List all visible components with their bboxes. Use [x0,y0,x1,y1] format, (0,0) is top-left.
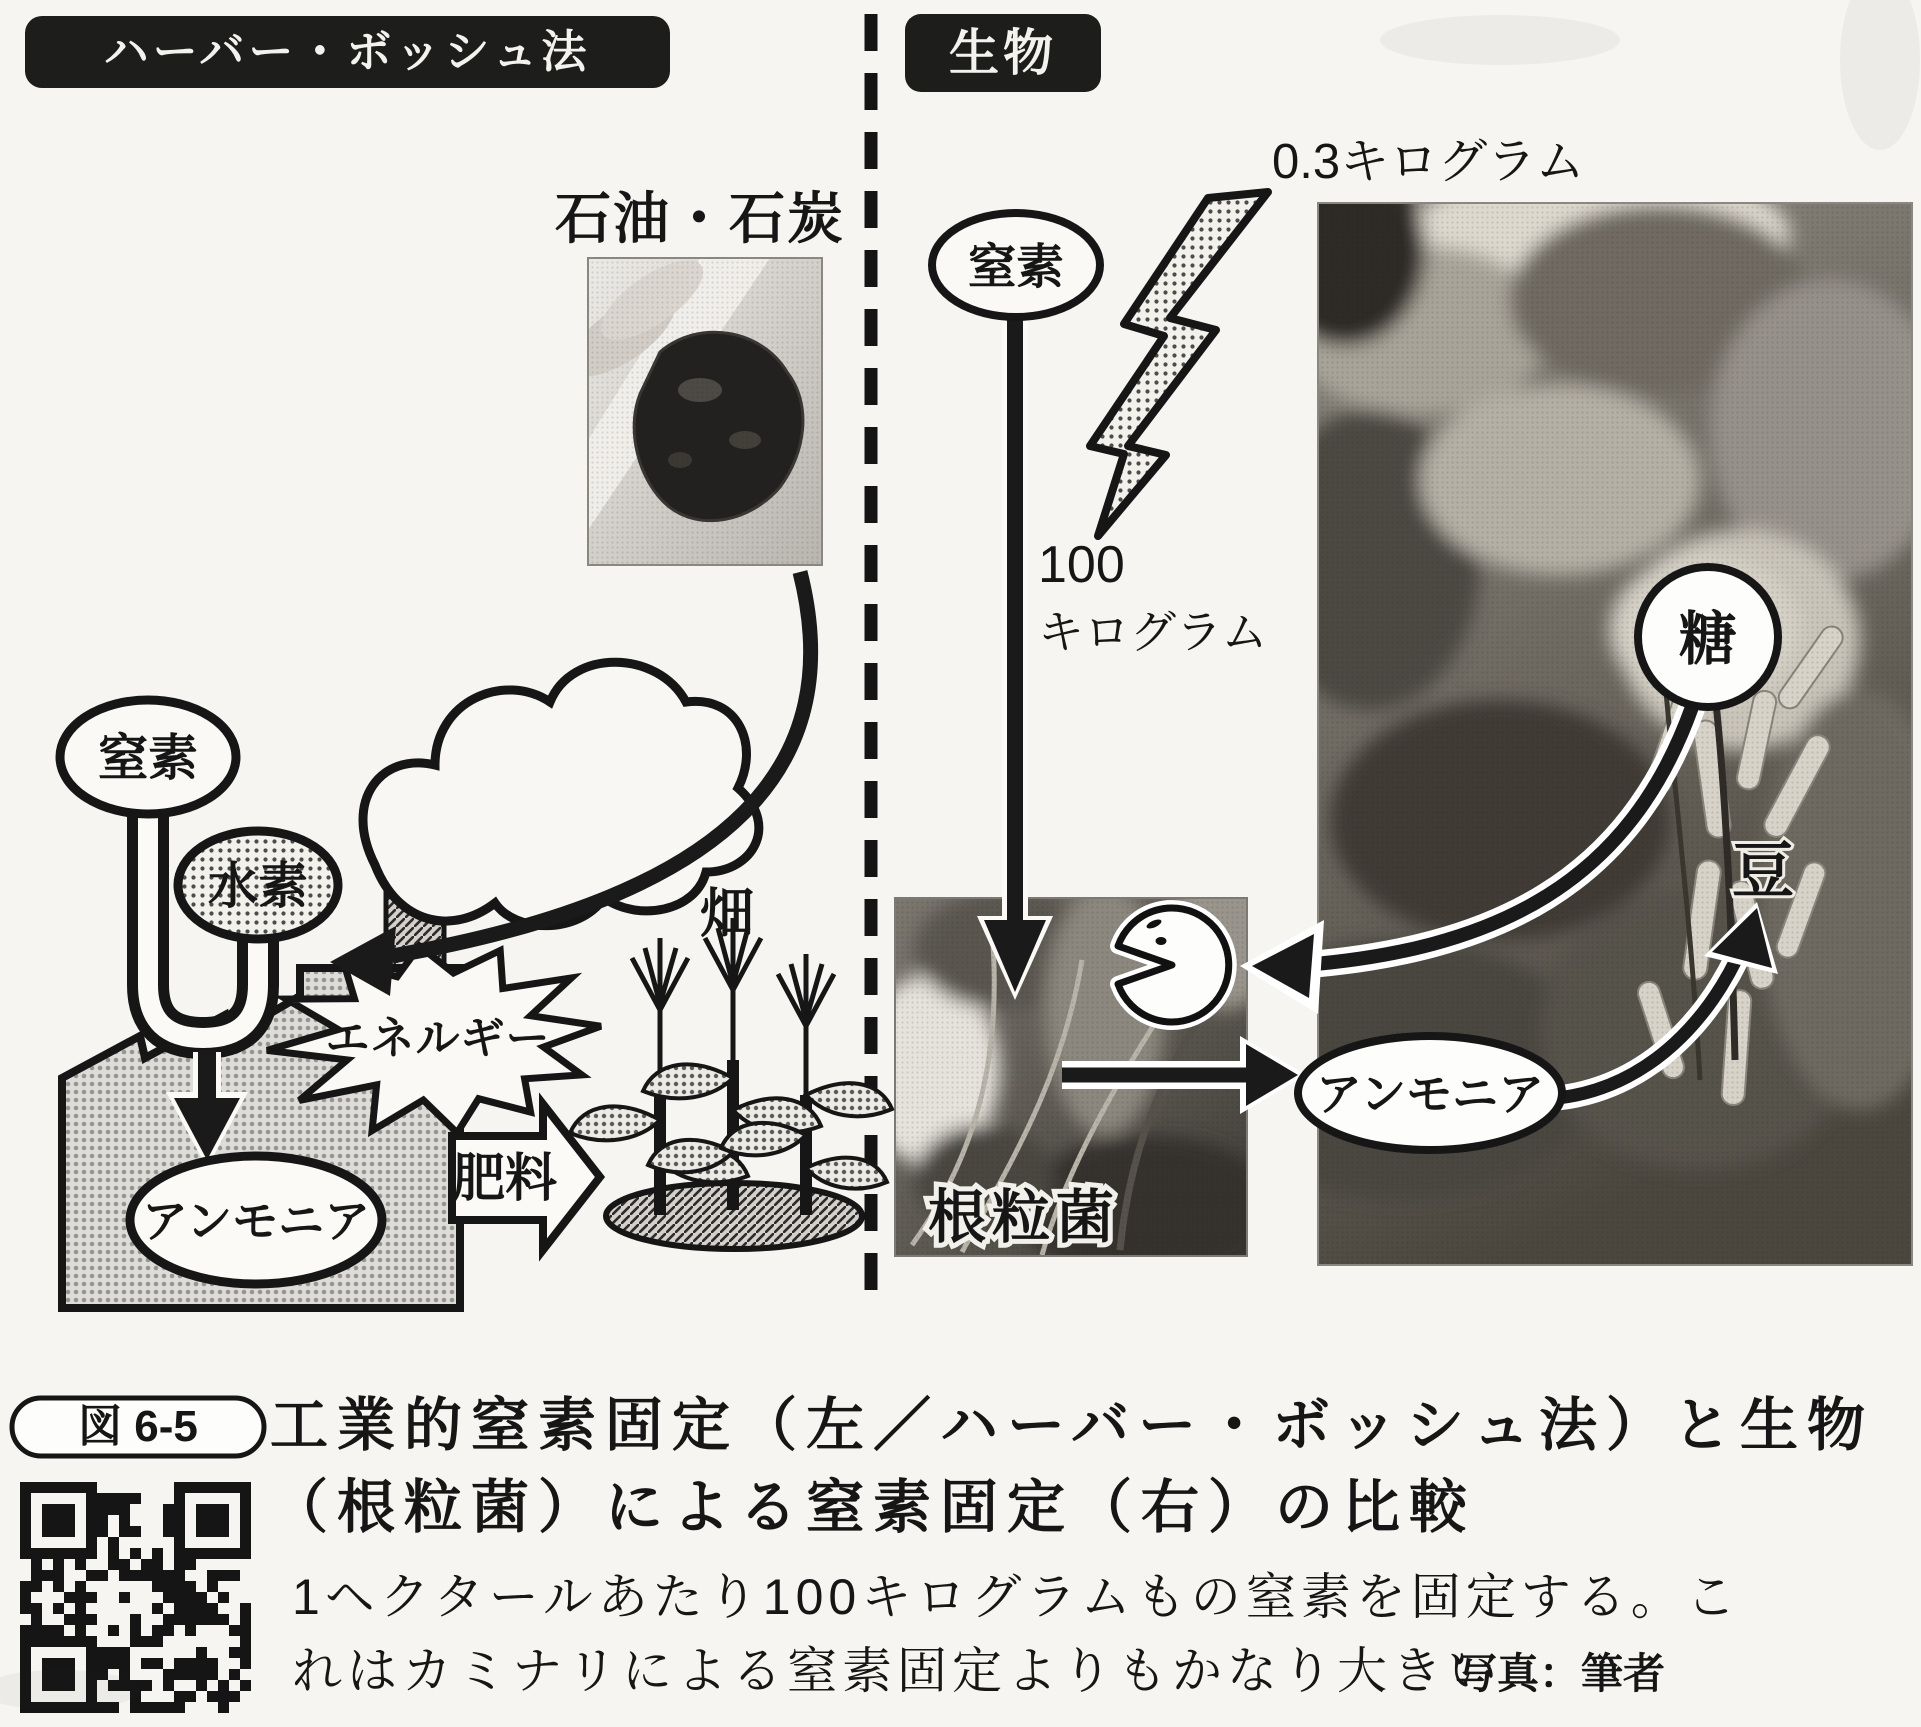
bacteria-eye [1156,937,1167,945]
caption-body-line1: 1ヘクタールあたり100キログラムもの窒素を固定する。こ [292,1569,1741,1625]
nitrogen-left-label: 窒素 [98,730,198,786]
ammonia-right-label: アンモニア [1315,1068,1545,1120]
oil-coal-label: 石油・石炭 [555,187,845,250]
lightning-amount-label: 0.3キログラム [1272,135,1585,189]
biology-header-label: 生物 [949,25,1057,81]
field-label: 畑 [700,884,754,944]
nitrogen-right-label: 窒素 [967,241,1065,294]
caption-title-line1: 工業的窒素固定（左／ハーバー・ボッシュ法）と生物 [270,1393,1874,1458]
nitrogen-amount-line1: 100 [1038,536,1125,594]
coal-photo [556,246,822,565]
caption-body-line2: れはカミナリによる窒素固定よりもかなり大きい [292,1643,1502,1699]
rhizobia-label: 根粒菌 [928,1185,1121,1250]
photo-credit: 写真：筆者 [1455,1650,1666,1697]
nitrogen-amount-line2: キログラム [1038,606,1268,658]
hydrogen-label: 水素 [208,858,308,914]
sugar-label: 糖 [1678,607,1738,672]
field-corn-plants [570,918,892,1249]
haber-bosch-header-label: ハーバー・ボッシュ法 [103,26,591,77]
energy-label: エネルギー [325,1014,551,1063]
lightning-bolt-icon [1090,192,1268,536]
bean-label: 豆 [1731,837,1795,906]
caption-title-line2: （根粒菌）による窒素固定（右）の比較 [270,1475,1477,1540]
fertilizer-label: 肥料 [452,1150,558,1208]
ammonia-left-label: アンモニア [141,1195,371,1247]
figure-number-label: 図 6-5 [78,1402,198,1451]
